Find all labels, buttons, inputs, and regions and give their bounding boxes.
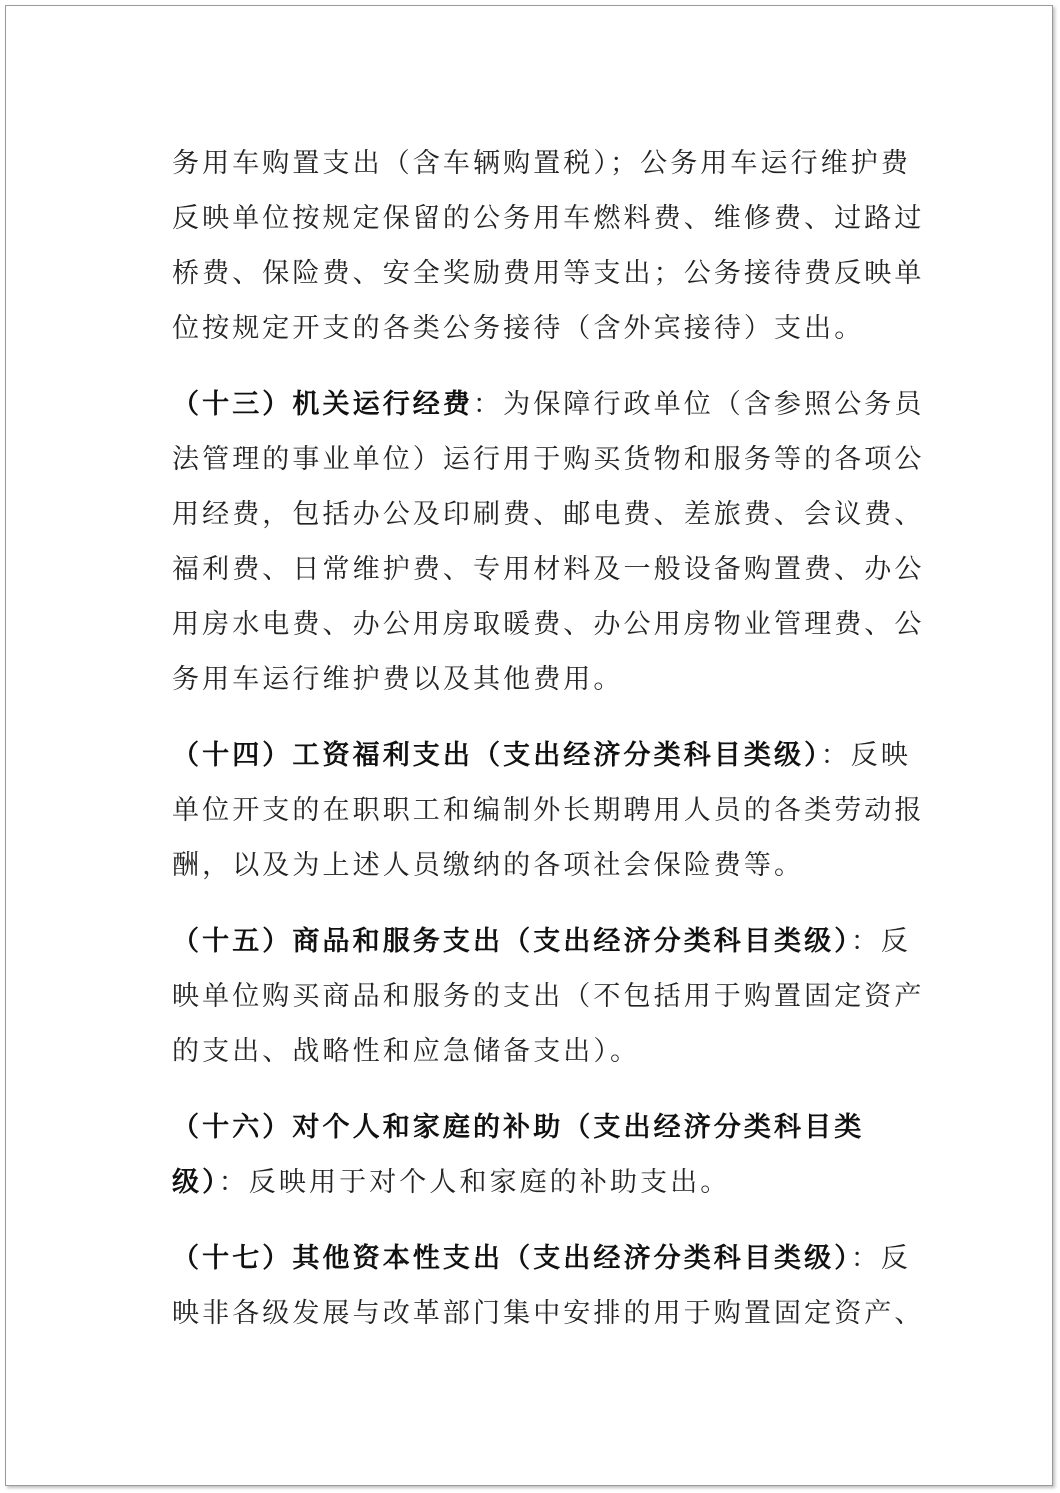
line-text: 反映单位按规定保留的公务用车燃料费、维修费、过路过 [172,203,925,234]
line-text: 务用车运行维护费以及其他费用。 [172,664,624,695]
line-text: 桥费、保险费、安全奖励费用等支出；公务接待费反映单 [172,258,925,289]
paragraph-14-wages-benefits [172,728,925,893]
line-text: 用房水电费、办公用房取暖费、办公用房物业管理费、公 [172,609,925,640]
line-text: 的支出、战略性和应急储备支出）。 [172,1036,641,1067]
text-line [172,1024,884,1079]
text-line [172,597,925,652]
line-text: 酬，以及为上述人员缴纳的各项社会保险费等。 [172,850,805,881]
text-line [172,652,884,707]
line-text: ：反映用于对个人和家庭的补助支出。 [218,1167,731,1198]
line-text: 位按规定开支的各类公务接待（含外宾接待）支出。 [172,313,865,344]
text-line [172,783,925,838]
line-text: 映单位购买商品和服务的支出（不包括用于购置固定资产 [172,981,925,1012]
paragraph-13-operating-expenses [172,377,925,707]
section-heading: （十七）其他资本性支出（支出经济分类科目类级） [172,1243,851,1274]
text-line [172,1286,925,1341]
text-line [172,1231,912,1286]
line-text: ：反 [850,1243,912,1274]
text-line [172,487,925,542]
text-line [172,914,912,969]
paragraph-16-subsidies [172,1100,884,1210]
paragraph-17-other-capital [172,1231,925,1341]
line-text: 单位开支的在职职工和编制外长期聘用人员的各类劳动报 [172,795,925,826]
text-line [172,432,925,487]
text-line [172,969,925,1024]
text-line [172,301,884,356]
text-line [172,136,911,191]
document-page [5,5,1053,1486]
line-text: ：反 [850,926,912,957]
line-text: 法管理的事业单位）运行用于购买货物和服务等的各项公 [172,444,925,475]
section-heading: （十四）工资福利支出（支出经济分类科目类级） [172,740,821,771]
line-text: ：为保障行政单位（含参照公务员 [473,389,925,420]
paragraph-15-goods-services [172,914,925,1079]
section-heading: （十六）对个人和家庭的补助（支出经济分类科目类 [172,1112,865,1143]
section-heading: （十三）机关运行经费 [172,389,473,420]
line-text: 用经费，包括办公及印刷费、邮电费、差旅费、会议费、 [172,499,925,530]
document-body [172,136,925,1362]
line-text: 映非各级发展与改革部门集中安排的用于购置固定资产、 [172,1298,925,1329]
text-line [172,542,925,597]
paragraph-vehicle-continued [172,136,925,356]
text-line [172,1100,884,1155]
text-line [172,191,925,246]
text-line [172,1155,884,1210]
line-text: 务用车购置支出（含车辆购置税）；公务用车运行维护费 [172,148,911,179]
section-heading: （十五）商品和服务支出（支出经济分类科目类级） [172,926,851,957]
text-line [172,728,912,783]
line-text: ：反映 [820,740,912,771]
line-text: 福利费、日常维护费、专用材料及一般设备购置费、办公 [172,554,925,585]
section-heading-continued: 级） [172,1167,219,1198]
text-line [172,246,925,301]
text-line [172,377,925,432]
text-line [172,838,884,893]
